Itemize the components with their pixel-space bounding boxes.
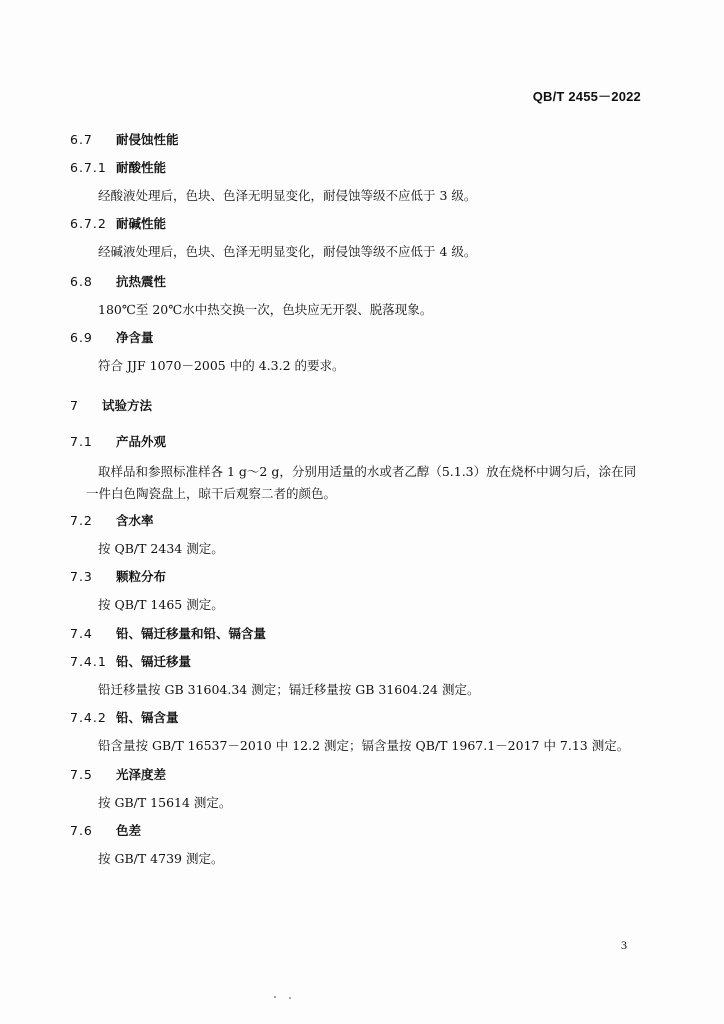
scan-speck — [274, 996, 276, 998]
section-title: 铅、镉含量 — [116, 710, 179, 725]
section-title: 铅、镉迁移量和铅、镉含量 — [116, 626, 267, 641]
section-number: 6.8 — [70, 274, 93, 289]
section-number: 7 — [70, 398, 79, 413]
heading-6-7 — [70, 131, 179, 149]
paragraph: 按 QB/T 2434 测定。 — [98, 541, 224, 556]
heading-7-4-1 — [70, 653, 191, 671]
section-number: 7.4.2 — [70, 710, 107, 725]
section-title: 试验方法 — [102, 398, 153, 413]
section-title: 耐侵蚀性能 — [116, 132, 179, 147]
paragraph: 按 GB/T 15614 测定。 — [98, 795, 232, 810]
section-number: 7.2 — [70, 513, 93, 528]
heading-6-7-1 — [70, 159, 166, 177]
section-title: 产品外观 — [116, 434, 167, 449]
section-number: 7.4 — [70, 626, 93, 641]
heading-7-6 — [70, 822, 141, 840]
heading-7-3 — [70, 568, 166, 586]
heading-7 — [70, 397, 152, 415]
heading-7-4 — [70, 625, 266, 643]
section-title: 抗热震性 — [116, 274, 167, 289]
section-number: 7.6 — [70, 823, 93, 838]
section-number: 7.1 — [70, 434, 93, 449]
page-number: 3 — [621, 938, 627, 952]
section-title: 净含量 — [116, 330, 154, 345]
section-number: 7.5 — [70, 767, 93, 782]
paragraph: 按 GB/T 4739 测定。 — [98, 851, 224, 866]
section-number: 6.9 — [70, 330, 93, 345]
paragraph: 经酸液处理后，色块、色泽无明显变化，耐侵蚀等级不应低于 3 级。 — [98, 188, 477, 203]
section-number: 7.4.1 — [70, 654, 107, 669]
heading-7-4-2 — [70, 709, 179, 727]
heading-7-1 — [70, 433, 166, 451]
section-number: 6.7.2 — [70, 216, 107, 231]
section-title: 耐酸性能 — [116, 160, 167, 175]
section-number: 6.7 — [70, 132, 93, 147]
paragraph: 按 QB/T 1465 测定。 — [98, 597, 224, 612]
section-title: 颗粒分布 — [116, 569, 167, 584]
heading-7-2 — [70, 512, 154, 530]
paragraph: 铅迁移量按 GB 31604.34 测定；镉迁移量按 GB 31604.24 测定。 — [98, 682, 480, 697]
paragraph: 180℃至 20℃水中热交换一次，色块应无开裂、脱落现象。 — [98, 302, 433, 317]
heading-6-9 — [70, 329, 154, 347]
section-number: 6.7.1 — [70, 160, 107, 175]
section-title: 耐碱性能 — [116, 216, 167, 231]
section-title: 光泽度差 — [116, 767, 167, 782]
standard-code: QB/T 2455－2022 — [532, 89, 641, 104]
paragraph: 铅含量按 GB/T 16537－2010 中 12.2 测定；镉含量按 QB/T 1967.1－2017 中 7.13 测定。 — [98, 738, 630, 753]
paragraph: 符合 JJF 1070－2005 中的 4.3.2 的要求。 — [98, 358, 345, 373]
section-number: 7.3 — [70, 569, 93, 584]
section-title: 色差 — [116, 823, 142, 838]
section-title: 含水率 — [116, 513, 154, 528]
heading-6-7-2 — [70, 215, 166, 233]
paragraph: 取样品和参照标准样各 1 g～2 g，分别用适量的水或者乙醇（5.1.3）放在烧杯中调匀后，涂在同一件白色陶瓷盘上，晾干后观察二者的颜色。 — [86, 464, 637, 501]
heading-7-5 — [70, 766, 166, 784]
heading-6-8 — [70, 273, 166, 291]
paragraph: 经碱液处理后，色块、色泽无明显变化，耐侵蚀等级不应低于 4 级。 — [98, 244, 477, 259]
scan-speck — [289, 997, 291, 999]
section-title: 铅、镉迁移量 — [116, 654, 192, 669]
